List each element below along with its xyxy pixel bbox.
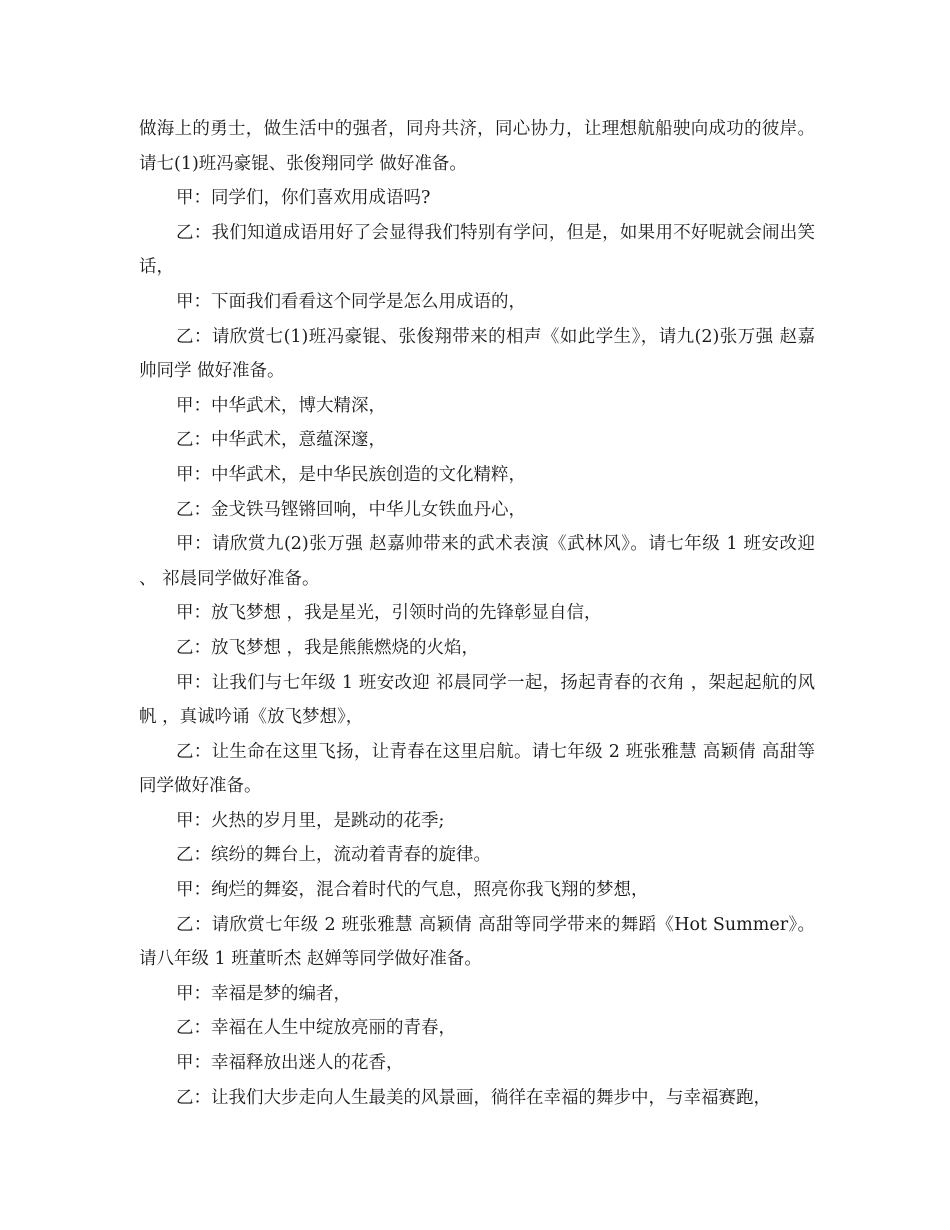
document-body	[139, 112, 815, 1115]
document-paragraph: 乙：缤纷的舞台上，流动着青春的旋律。	[176, 845, 491, 866]
document-paragraph: 乙：幸福在人生中绽放亮丽的青春，	[176, 1018, 456, 1039]
document-paragraph: 乙：请欣赏七年级 2 班张雅慧 高颖倩 高甜等同学带来的舞蹈《Hot Summer》。请八年级 1 班董昕杰 赵婵等同学做好准备。	[139, 914, 815, 970]
document-paragraph: 乙：金戈铁马铿锵回响，中华儿女铁血丹心，	[176, 499, 526, 520]
document-paragraph: 甲：火热的岁月里，是跳动的花季;	[176, 810, 445, 831]
document-paragraph: 乙：让我们大步走向人生最美的风景画，徜徉在幸福的舞步中，与幸福赛跑，	[176, 1087, 771, 1108]
document-paragraph: 乙：我们知道成语用好了会显得我们特别有学问，但是，如果用不好呢就会闹出笑话，	[139, 222, 815, 278]
document-paragraph: 甲：绚烂的舞姿，混合着时代的气息，照亮你我飞翔的梦想，	[176, 880, 649, 901]
document-paragraph: 甲：同学们，你们喜欢用成语吗?	[176, 188, 431, 209]
document-paragraph: 甲：幸福释放出迷人的花香，	[176, 1053, 404, 1074]
document-paragraph: 甲：放飞梦想 ，我是星光，引领时尚的先锋彰显自信，	[176, 603, 602, 624]
document-paragraph: 乙：让生命在这里飞扬，让青春在这里启航。请七年级 2 班张雅慧 高颖倩 高甜等同学做好准备。	[139, 741, 815, 797]
document-paragraph: 乙：放飞梦想 ，我是熊熊燃烧的火焰，	[176, 637, 480, 658]
document-paragraph: 做海上的勇士，做生活中的强者，同舟共济，同心协力，让理想航船驶向成功的彼岸。请七(1)班冯豪锟、张俊翔同学 做好准备。	[139, 119, 815, 174]
document-paragraph: 乙：请欣赏七(1)班冯豪锟、张俊翔带来的相声《如此学生》，请九(2)张万强 赵嘉帅同学 做好准备。	[139, 326, 815, 382]
document-paragraph: 甲：中华武术，是中华民族创造的文化精粹，	[176, 464, 526, 485]
document-paragraph: 乙：中华武术，意蕴深邃，	[176, 430, 386, 451]
document-paragraph: 甲：中华武术，博大精深，	[176, 395, 386, 416]
document-paragraph: 甲：让我们与七年级 1 班安改迎 祁晨同学一起，扬起青春的衣角 ，架起起航的风帆 ，真诚吟诵《放飞梦想》，	[139, 672, 815, 728]
document-paragraph: 甲：下面我们看看这个同学是怎么用成语的，	[176, 291, 526, 312]
document-paragraph: 甲：幸福是梦的编者，	[176, 983, 351, 1004]
document-paragraph: 甲：请欣赏九(2)张万强 赵嘉帅带来的武术表演《武林风》。请七年级 1 班安改迎 、 祁晨同学做好准备。	[139, 534, 815, 589]
